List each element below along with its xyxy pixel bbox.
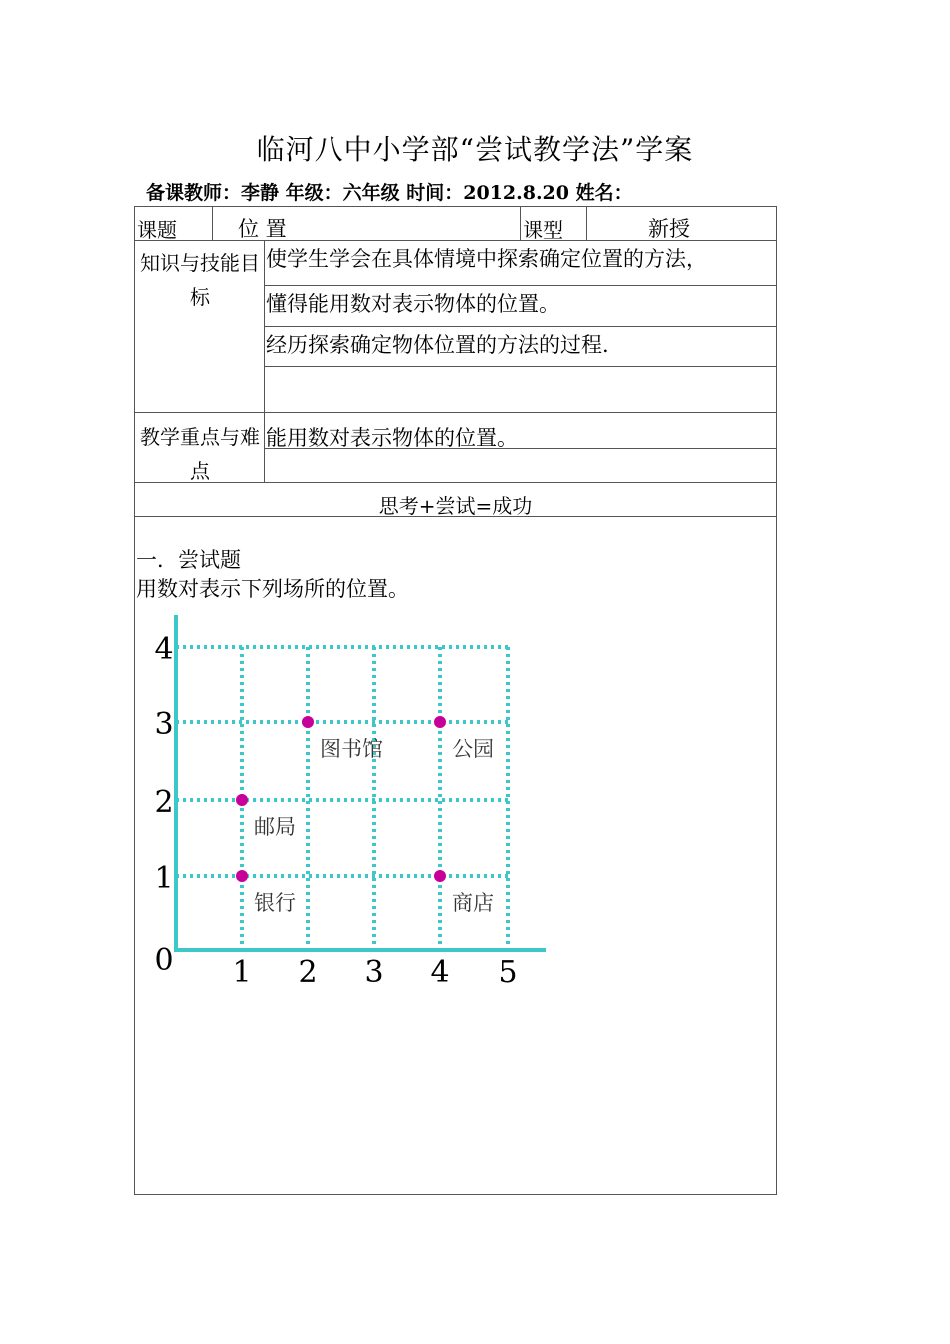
key-label: 教学重点与难点 [140,425,260,483]
y-tick-label: 0 [154,943,174,978]
topic-value: 位 置 [238,217,287,241]
goal-label: 知识与技能目标 [140,251,260,309]
x-tick-label: 3 [364,955,384,990]
data-point [302,716,314,728]
type-value: 新授 [648,217,690,241]
y-tick-label: 4 [154,632,174,667]
table-divider [264,326,777,327]
point-label: 图书馆 [320,737,383,761]
table-divider [134,412,777,413]
table-divider [520,206,521,240]
table-divider [264,366,777,367]
goal-line-1: 使学生学会在具体情境中探索确定位置的方法， [266,247,707,271]
x-tick-label: 2 [298,955,318,990]
motto: 思考+尝试=成功 [378,494,533,518]
data-point [434,870,446,882]
goal-line-3: 经历探索确定物体位置的方法的过程. [266,333,609,357]
point-label: 商店 [452,891,494,915]
header-info: 备课教师：李静 年级：六年级 时间：2012.8.20 姓名： [146,182,633,204]
y-tick-label: 1 [154,861,174,896]
x-tick-label: 5 [498,955,518,990]
data-point [236,870,248,882]
point-label: 邮局 [254,815,296,839]
section-title: 一．尝试题 [136,548,241,572]
data-point [236,794,248,806]
table-divider [586,206,587,240]
key-value: 能用数对表示物体的位置。 [266,426,518,450]
x-tick-label: 4 [430,955,450,990]
document-title: 临河八中小学部“尝试教学法”学案 [256,133,694,166]
section-instruction: 用数对表示下列场所的位置。 [136,577,409,601]
topic-label: 课题 [137,218,177,242]
table-divider [264,285,777,286]
x-tick-label: 1 [232,955,252,990]
point-label: 银行 [254,891,296,915]
coordinate-grid-chart [140,600,560,1000]
data-point [434,716,446,728]
goal-line-2: 懂得能用数对表示物体的位置。 [266,292,560,316]
y-tick-label: 3 [154,707,174,742]
point-label: 公园 [452,737,494,761]
table-divider [264,240,265,482]
type-label: 课型 [523,218,563,242]
table-divider [212,206,213,240]
y-tick-label: 2 [154,785,174,820]
